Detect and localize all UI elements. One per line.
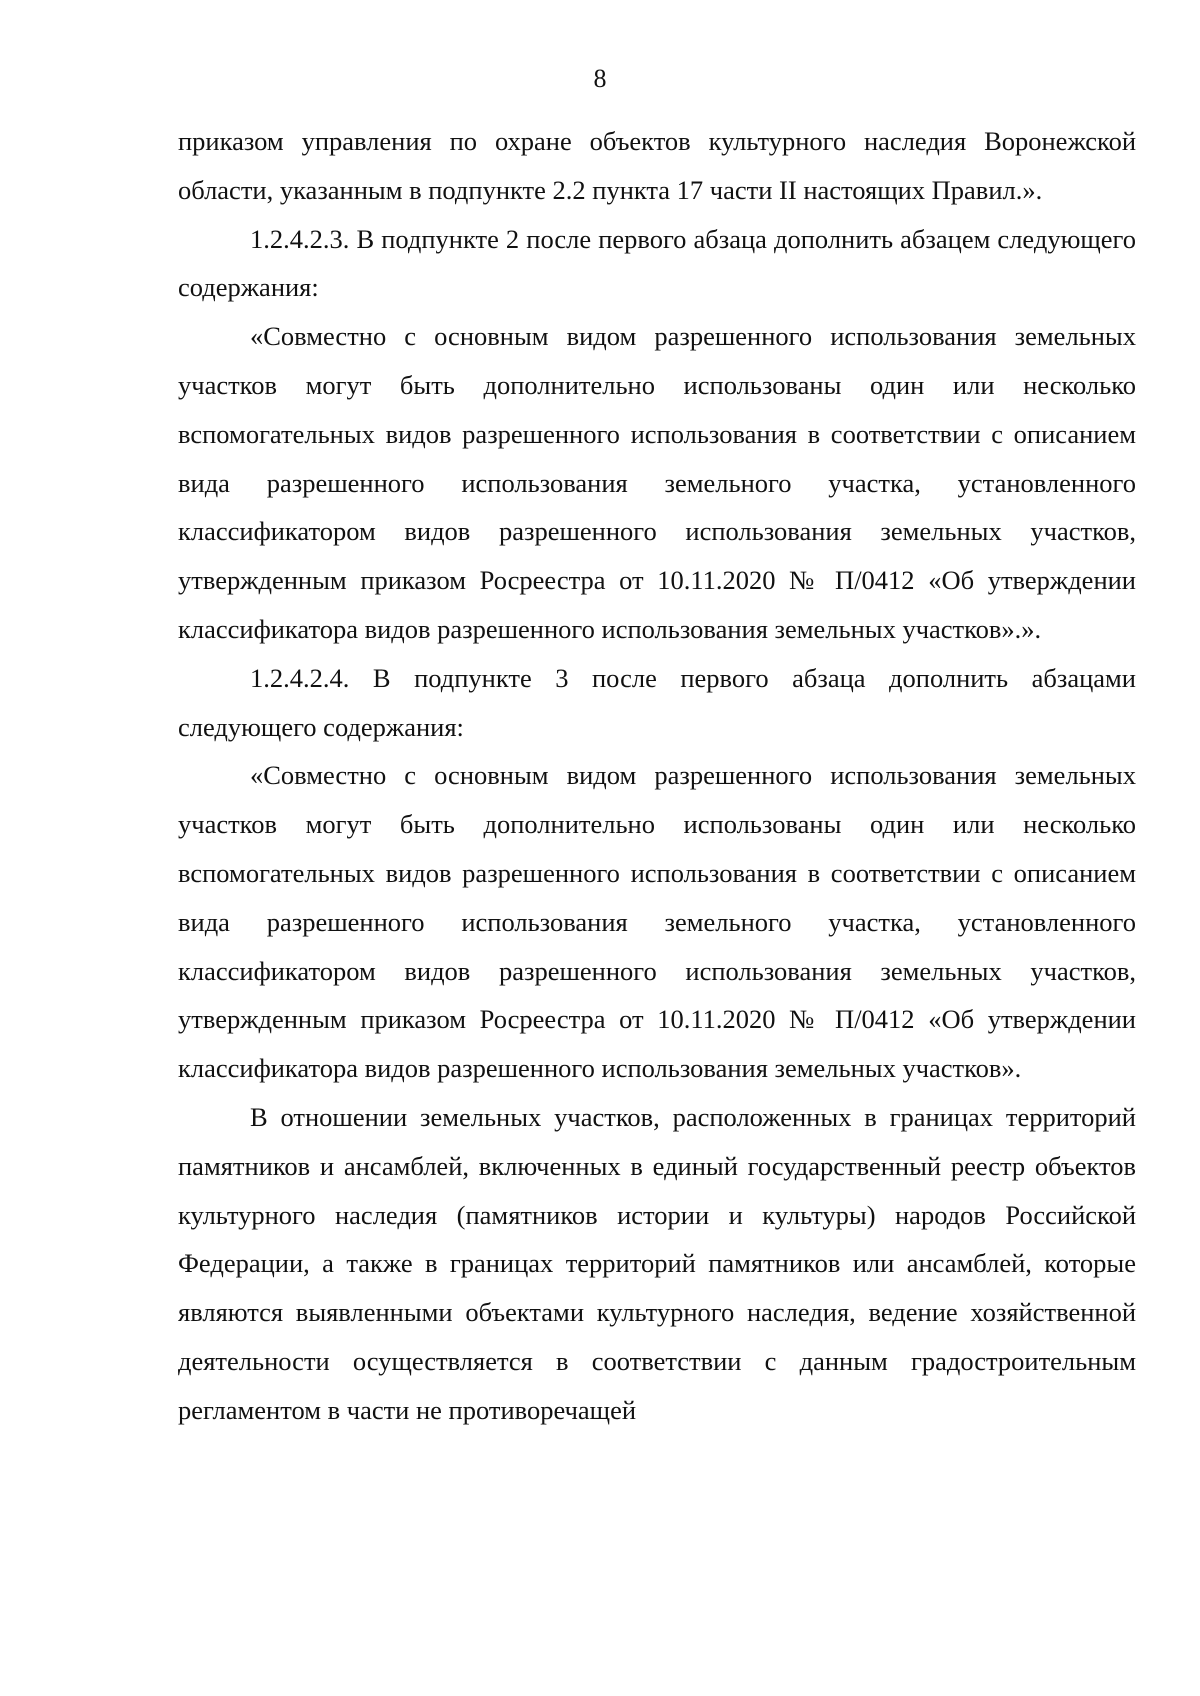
paragraph-clause-1-2-4-2-4: 1.2.4.2.4. В подпункте 3 после первого абзаца дополнить абзацами следующего содержания: [178,662,1136,742]
paragraph-quoted-text-2: «Совместно с основным видом разрешенного использования земельных участков могут быть дополнительно использованы один или несколько вспомогательных видов разрешенного использования в соответствии с описанием вида разрешенного использования земельного участка, установленного классификатором видов разрешенного использования земельных участков, утвержденным приказом Росреестра от 10.11.2020 № П/0412 «Об утверждении классификатора видов разрешенного использования земельных участков». [178,760,1136,1084]
paragraph-cultural-heritage: В отношении земельных участков, расположенных в границах территорий памятников и ансамблей, включенных в единый государственный реестр объектов культурного наследия (памятников истории и культуры) народов Российской Федерации, а также в границах территорий памятников или ансамблей, которые являются выявленными объектами культурного наследия, ведение хозяйственной деятельности осуществляется в соответствии с данным градостроительным регламентом в части не противоречащей [178,1101,1136,1425]
paragraph-clause-1-2-4-2-3: 1.2.4.2.3. В подпункте 2 после первого абзаца дополнить абзацем следующего содержания: [178,223,1136,303]
paragraph-continuation: приказом управления по охране объектов культурного наследия Воронежской области, указанным в подпункте 2.2 пункта 17 части II настоящих Правил.». [178,126,1136,205]
document-body [178,117,1136,1435]
page-number: 8 [593,64,607,93]
paragraph-quoted-text-1: «Совместно с основным видом разрешенного использования земельных участков могут быть дополнительно использованы один или несколько вспомогательных видов разрешенного использования в соответствии с описанием вида разрешенного использования земельного участка, установленного классификатором видов разрешенного использования земельных участков, утвержденным приказом Росреестра от 10.11.2020 № П/0412 «Об утверждении классификатора видов разрешенного использования земельных участков».». [178,321,1136,644]
